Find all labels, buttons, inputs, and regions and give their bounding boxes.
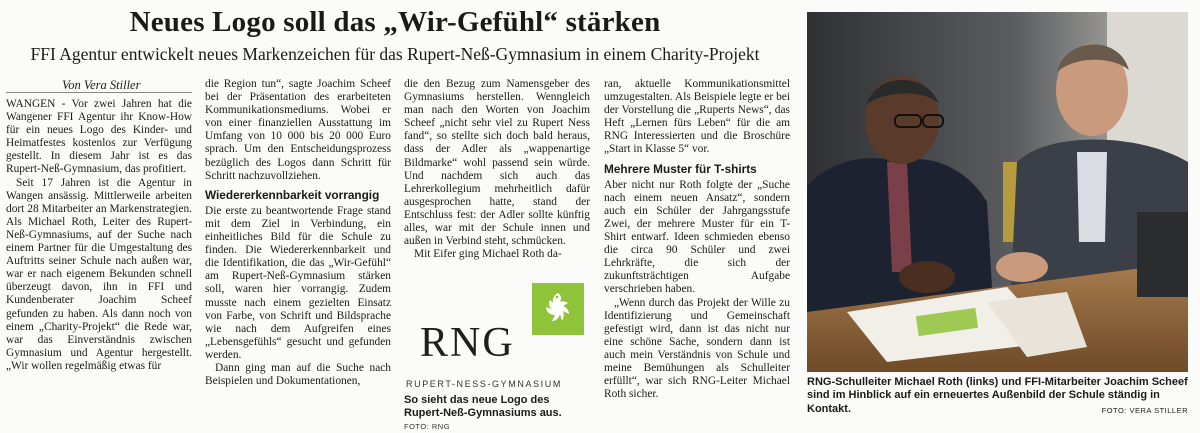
eagle-logo-icon [532,283,584,335]
paragraph: Seit 17 Jahren ist die Agentur in Wangen ansässig. Mittlerweile arbeiten dort 28 Mitarbeiter an Markenstrategien. Als Michael Roth, Leiter des Rupert-Neß-Gymnasiums, auf der Suche nach einem Partner für die Umgestaltung des Auftritts seiner Schule nach außen war, war er nach eigenem Bekunden schnell überzeugt davon, ihn in FFI und Kundenberater Joachim Scheef gefunden zu haben. Als dann noch von einem „Charity-Projekt“ die Rede war, war das Einverständnis zwischen Gymnasium und Agentur hergestellt. „Wir wollen regelmäßig etwas für [6,176,192,372]
paragraph: ran, aktuelle Kommunikationsmittel umzugestalten. Als Beispiele legte er bei der Vorstellung die „Ruperts News“, das Heft „Lernen fürs Leben“ für die am RNG Interessierten und die Broschüre „Start in Klasse 5“ vor. [604,78,790,156]
paragraph: „Wenn durch das Projekt der Wille zu Identifizierung und Gemeinschaft gefestigt wird, dann ist das nicht nur eine schöne Sache, sondern dann ist auch mein Verständnis von Schule und meine Bemühungen als Schulleiter erfüllt“, war sich RNG-Leiter Michael Roth sicher. [604,296,790,401]
article-column-4 [604,78,790,424]
subheadline: FFI Agentur entwickelt neues Markenzeichen für das Rupert-Neß-Gymnasium in einem Charity-Projekt [30,44,760,64]
paragraph: Dann ging man auf die Suche nach Beispielen und Dokumentationen, [205,361,391,388]
section-heading: Wiedererkennbarkeit vorrangig [205,187,380,202]
logo-photo-credit: FOTO: RNG [404,422,451,431]
article-column-3 [404,78,590,268]
paragraph: die den Bezug zum Namensgeber des Gymnasiums herstellen. Wenngleich man nach den Worten von Joachim Scheef „nicht sehr viel zu Rupert Ness fand“, so stellte sich doch bald heraus, dass der Adler als „wappenartige Bildmarke“ wohl passend sein würde. Und nachdem sich auch das Lehrerkollegium mehrheitlich dafür ausgesprochen hatte, stand der Entschluss fest: der Adler sollte künftig alles, war mit der Schule innen und außen in Verbind steht, schmücken. [404,78,590,248]
paragraph: WANGEN - Vor zwei Jahren hat die Wangener FFI Agentur ihr Know-How für ein neues Logo des Kinder- und Heimatfestes kostenlos zur Verfügung gestellt. In diesem Jahr ist es das Rupert-Neß-Gymnasium, das profitiert. [6,98,192,176]
paragraph: Die erste zu beantwortende Frage stand mit dem Ziel in Verbindung, ein einheitliches Bild für die Schule zu finden. Die Wiedererkennbarkeit und die Identifikation, die das „Wir-Gefühl“ am Rupert-Neß-Gymnasium stärken soll, waren hier vorrangig. Zudem musste nach einem gezielten Einsatz von Farbe, von Schrift und Bildsprache wie nach dem Aufgreifen eines „Lebensgefühls“ gesucht und gefunden werden. [205,204,391,361]
paragraph: Aber nicht nur Roth folgte der „Suche nach einem neuen Ansatz“, sondern auch ein Schüler der Jahrgangsstufe Zwei, der mehrere Muster für ein T-Shirt entwarf. Ideen schmieden ebenso die circa 90 Schüler und zwei Lehrkräfte, die sich der zukunftsträchtigen Aufgabe verschrieben haben. [604,178,790,296]
article-photo [807,12,1188,372]
logo-full-name: RUPERT-NESS-GYMNASIUM [406,379,562,389]
photo-caption: RNG-Schulleiter Michael Roth (links) und FFI-Mitarbeiter Joachim Scheef sind im Hinblick auf ein erneuertes Außenbild der Schule ständig in Kontakt. [807,376,1188,415]
article-column-1 [6,98,192,424]
logo-caption [404,394,590,433]
section-heading: Mehrere Muster für T-shirts [604,161,757,176]
byline: Von Vera Stiller [62,78,141,92]
logo-wordmark: RNG [420,320,515,366]
school-logo [404,283,590,391]
paragraph: die Region tun“, sagte Joachim Scheef bei der Präsentation des erarbeiteten Kommunikationsmediums. Wobei er von einer finanziellen Ausstattung im Umfang von 10 000 bis 20 000 Euro sprach. Um den Entscheidungsprozess bezüglich des Logos dann Schritt für Schritt nachzuvollziehen. [205,78,391,182]
photo-credit: FOTO: VERA STILLER [1101,406,1188,415]
logo-caption-text: So sieht das neue Logo des Rupert-Neß-Gymnasiums aus. [404,394,562,419]
paragraph: Mit Eifer ging Michael Roth da- [414,248,562,261]
article-column-2 [205,78,391,424]
headline: Neues Logo soll das „Wir-Gefühl“ stärken [129,6,661,38]
byline-divider [6,92,192,93]
